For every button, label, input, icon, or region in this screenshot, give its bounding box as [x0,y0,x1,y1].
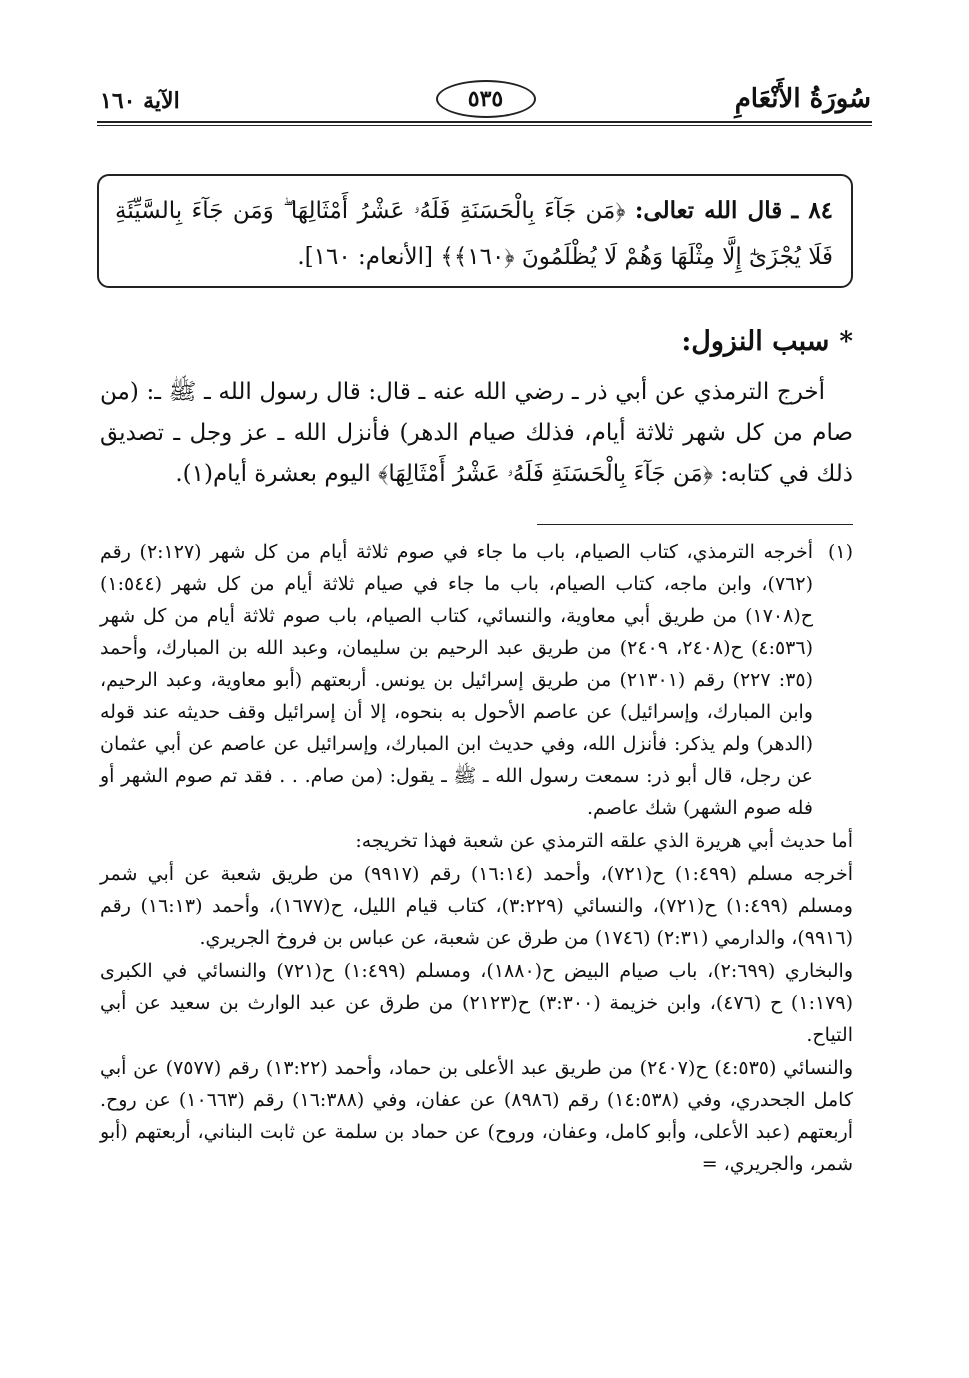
verse-entry-number: ٨٤ ـ [791,197,834,224]
footnote-paragraph-3: أخرجه مسلم (١:٤٩٩) ح(٧٢١)، وأحمد (١٦:١٤) رقم (٩٩١٧) من طريق شعبة عن أبي شمر ومسلم (١:٤٩٩) ح(٧٢١)، والنسائي (٣:٢٢٩)، كتاب قيام الليل، ح(١٦٧٧)، وأحمد (١٦:١٣) رقم (٩٩١٦)، والدارمي (٢:٣١) (١٧٤٦) من طرق عن شعبة، عن عباس بن فروخ الجريري. [100,863,853,949]
footnotes [100,536,853,1180]
footnote-1-text: أخرجه الترمذي، كتاب الصيام، باب ما جاء في صوم ثلاثة أيام من كل شهر (٢:١٢٧) رقم (٧٦٢)، وابن ماجه، كتاب الصيام، باب ما جاء في صيام ثلاثة أيام من كل شهر (١:٥٤٤) ح(١٧٠٨) من طريق أبي معاوية، والنسائي، كتاب الصيام، باب صوم ثلاثة أيام من كل شهر (٤:٥٣٦) ح(٢٤٠٨، ٢٤٠٩) من طريق عبد الرحيم بن سليمان، وعبد الله بن المبارك، وأحمد (٣٥: ٢٢٧) رقم (٢١٣٠١) من طريق إسرائيل بن يونس. أربعتهم (أبو معاوية، وعبد الرحيم، وابن المبارك، وإسرائيل) عن عاصم الأحول به بنحوه، إلا أن إسرائيل وقف حديثه عند قوله (الدهر) ولم يذكر: فأنزل الله، وفي حديث ابن المبارك، وإسرائيل عن عاصم عن أبي عثمان عن رجل، قال أبو ذر: سمعت رسول الله ـ ﷺ ـ يقول: (من صام. . . فقد تم صوم الشهر أو فله صوم الشهر) شك عاصم. [100,541,814,819]
section-heading [681,326,853,357]
header-divider [97,121,872,123]
star-icon: * [839,327,853,357]
footnote-paragraph-2: أما حديث أبي هريرة الذي علقه الترمذي عن شعبة فهذا تخريجه: [355,830,853,852]
footnote-divider [537,524,853,525]
section-title: سبب النزول: [681,326,830,357]
footnote-1 [100,536,853,824]
verse-intro: قال الله تعالى: [634,197,783,224]
page-header [100,78,871,118]
footnote-marker: (١) [827,541,853,563]
verse-box [97,174,853,288]
body-paragraph: أخرج الترمذي عن أبي ذر ـ رضي الله عنه ـ قال: قال رسول الله ـ ﷺ ـ: (من صام من كل شهر ثلاثة أيام، فذلك صيام الدهر) فأنزل الله ـ عز وجل ـ تصديق ذلك في كتابه: ﴿مَن جَآءَ بِالْحَسَنَةِ فَلَهُۥ عَشْرُ أَمْثَالِهَا﴾ اليوم بعشرة أيام(١). [100,379,853,487]
page-number: ٥٣٥ [436,80,536,118]
verse-citation: [الأنعام: ١٦٠]. [297,244,434,270]
verse-reference: الآية ١٦٠ [100,88,180,114]
footnote-paragraph-4: والبخاري (٢:٦٩٩)، باب صيام البيض ح(١٨٨٠)، ومسلم (١:٤٩٩) ح(٧٢١) والنسائي في الكبرى (١:١٧٩) ح (٤٧٦)، وابن خزيمة (٣:٣٠٠) ح(٢١٢٣) من طرق عن عبد الوارث بن سعيد عن أبي التياح. [100,960,854,1046]
footnote-paragraph-5: والنسائي (٤:٥٣٥) ح(٢٤٠٧) من طريق عبد الأعلى بن حماد، وأحمد (١٣:٢٢) رقم (٧٥٧٧) عن أبي كامل الجحدري، وفي (١٤:٥٣٨) رقم (٨٩٨٦) عن عفان، وفي (١٦:٣٨٨) رقم (١٠٦٦٣) عن روح. أربعتهم (عبد الأعلى، وأبو كامل، وعفان، وروح) عن حماد بن سلمة عن ثابت البناني، أربعتهم (أبو شمر، والجريري، = [100,1057,854,1175]
header-divider-thin [97,125,872,126]
surah-name: سُورَةُ الأَنْعَامِ [734,84,871,114]
verse-text: ﴿مَن جَآءَ بِالْحَسَنَةِ فَلَهُۥ عَشْرُ أَمْثَالِهَا ۖ وَمَن جَآءَ بِالسَّيِّئَةِ فَلَا يُجْزَىٰٓ إِلَّا مِثْلَهَا وَهُمْ لَا يُظْلَمُونَ ﴿١٦٠﴾﴾ [115,198,833,270]
